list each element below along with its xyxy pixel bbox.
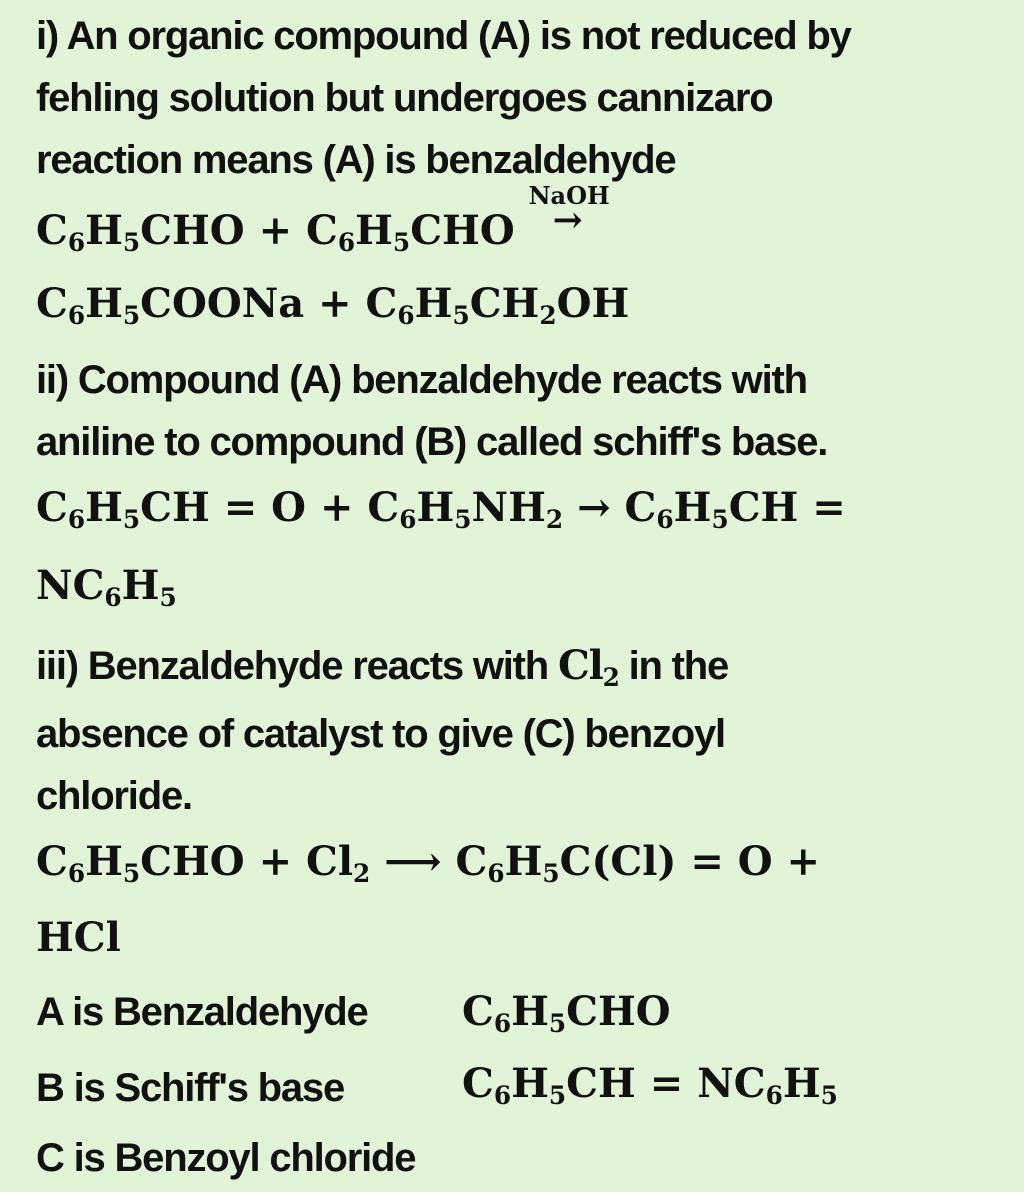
summary-c-label: C is Benzoyl chloride [36, 1136, 416, 1180]
cannizzaro-equation-reactants: $C_6H_5CHO + C_6H_5CHO$ NaOH → [36, 204, 625, 251]
reaction-arrow: NaOH → [528, 181, 610, 241]
section1-line2: fehling solution but undergoes cannizaro [36, 76, 773, 120]
chlorine-formula: $Cl_2$ [557, 642, 619, 692]
summary-b-formula: $C_6H_5CH = NC_6H_5$ [462, 1060, 838, 1110]
summary-b-label: B is Schiff's base [36, 1066, 345, 1110]
arrow-reagent: NaOH [528, 181, 610, 210]
benzoyl-chloride-equation: $C_6H_5CHO + Cl_2$ ⟶ $C_6H_5C(Cl) = O$ + [36, 838, 821, 888]
schiff-base-equation-cont: $NC_6H_5$ [36, 562, 177, 612]
summary-a-formula: $C_6H_5CHO$ [462, 988, 671, 1038]
section3-line2: absence of catalyst to give (C) benzoyl [36, 712, 725, 756]
section1-line1: i) An organic compound (A) is not reduced by [36, 14, 851, 58]
section3-line1-suffix: in the [628, 644, 729, 688]
summary-a-label: A is Benzaldehyde [36, 990, 368, 1034]
section3-line1-prefix: iii) Benzaldehyde reacts with [36, 644, 549, 688]
cannizzaro-equation-products: $C_6H_5COONa + C_6H_5CH_2OH$ [36, 280, 630, 330]
benzoyl-chloride-equation-cont: HCl [36, 914, 121, 961]
section2-line1: ii) Compound (A) benzaldehyde reacts with [36, 358, 807, 402]
schiff-base-equation: $C_6H_5CH = O + C_6H_5NH_2 \to C_6H_5CH$ = [36, 484, 846, 534]
section3-line1 [36, 642, 729, 692]
section2-line2: aniline to compound (B) called schiff's base. [36, 420, 828, 464]
section1-line3: reaction means (A) is benzaldehyde [36, 138, 676, 182]
section3-line3: chloride. [36, 774, 192, 818]
